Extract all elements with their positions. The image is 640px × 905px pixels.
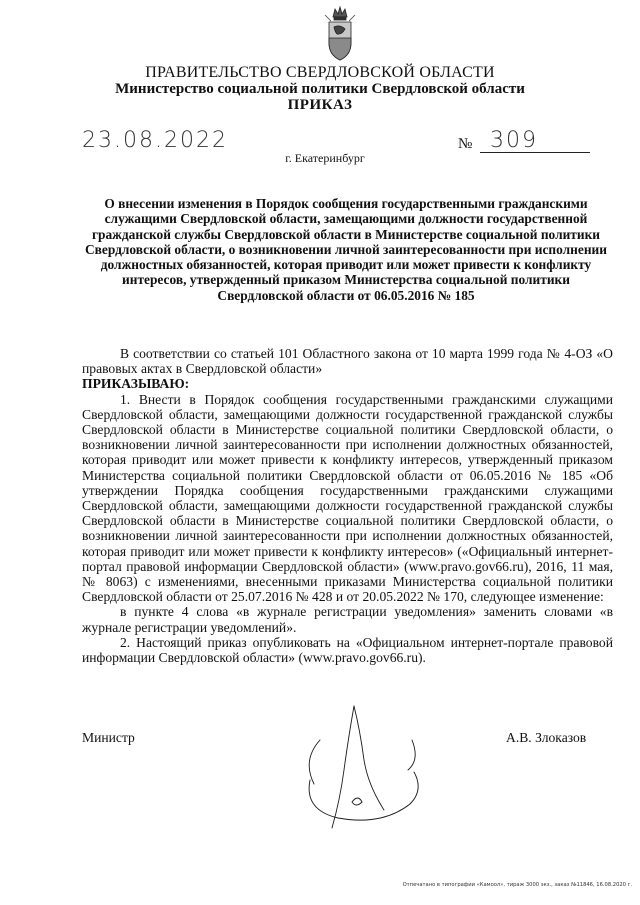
document-body — [82, 346, 613, 665]
document-type: ПРИКАЗ — [287, 97, 353, 113]
number-sign: № — [458, 136, 473, 152]
item-1: 1. Внести в Порядок сообщения государственными гражданскими служащими Свердловской области, замещающими должности государственной гражданской службы Свердловской области в Министерстве социальной политики Свердловской области, о возникновении личной заинтересованности при исполнении должностных обязанностей, которая приводит или может привести к конфликту интересов, утвержденный приказом Министерства социальной политики Свердловской области от 06.05.2016 № 185 «Об утверждении Порядка сообщения государственными гражданскими служащими Свердловской области, замещающими должности государственной гражданской службы Свердловской области в Министерстве социальной политики Свердловской области, о возникновении личной заинтересованности при исполнении должностных обязанностей, которая приводит или может привести к конфликту интересов» («Официальный интернет-портал правовой информации Свердловской области» (www.pravo.gov66.ru), 2016, 11 мая, № 8063) с изменениями, внесенными приказами Министерства социальной политики Свердловской области от 25.07.2016 № 428 и от 20.05.2022 № 170, следующее изменение: — [82, 391, 613, 605]
print-footnote: Отпечатано в типографии «Камоол», тираж 3000 экз., заказ №11846, 16.08.2020 г. — [402, 882, 632, 888]
document-number: 309 — [490, 128, 538, 153]
city: г. Екатеринбург — [285, 151, 365, 165]
coat-of-arms-emblem — [323, 5, 357, 63]
government-name: ПРАВИТЕЛЬСТВО СВЕРДЛОВСКОЙ ОБЛАСТИ — [145, 64, 495, 81]
order-word: ПРИКАЗЫВАЮ: — [82, 376, 190, 392]
document-title: О внесении изменения в Порядок сообщения государственными гражданскими служащими Свердловской области, замещающими должности государственной гражданской службы Свердловской области в Министерстве социальной политики Свердловской области, о возникновении личной заинтересованности при исполнении должностных обязанностей, которая приводит или может привести к конфликту интересов, утвержденный приказом Министерства социальной политики Свердловской области от 06.05.2016 № 185 — [85, 196, 607, 303]
signer-position: Министр — [82, 730, 135, 745]
item-1-subpoint: в пункте 4 слова «в журнале регистрации уведомления» заменить словами «в журнале регистрации уведомлений». — [82, 604, 613, 635]
ministry-name: Министерство социальной политики Свердловской области — [115, 81, 525, 97]
handwritten-signature — [292, 700, 432, 835]
item-2: 2. Настоящий приказ опубликовать на «Официальном интернет-портале правовой информации Свердловской области» (www.pravo.gov66.ru). — [82, 634, 613, 666]
preamble: В соответствии со статьей 101 Областного закона от 10 марта 1999 года № 4-ОЗ «О правовых актах в Свердловской области» — [82, 346, 613, 377]
document-date: 23.08.2022 — [82, 128, 228, 153]
signer-name: А.В. Злоказов — [506, 730, 587, 745]
